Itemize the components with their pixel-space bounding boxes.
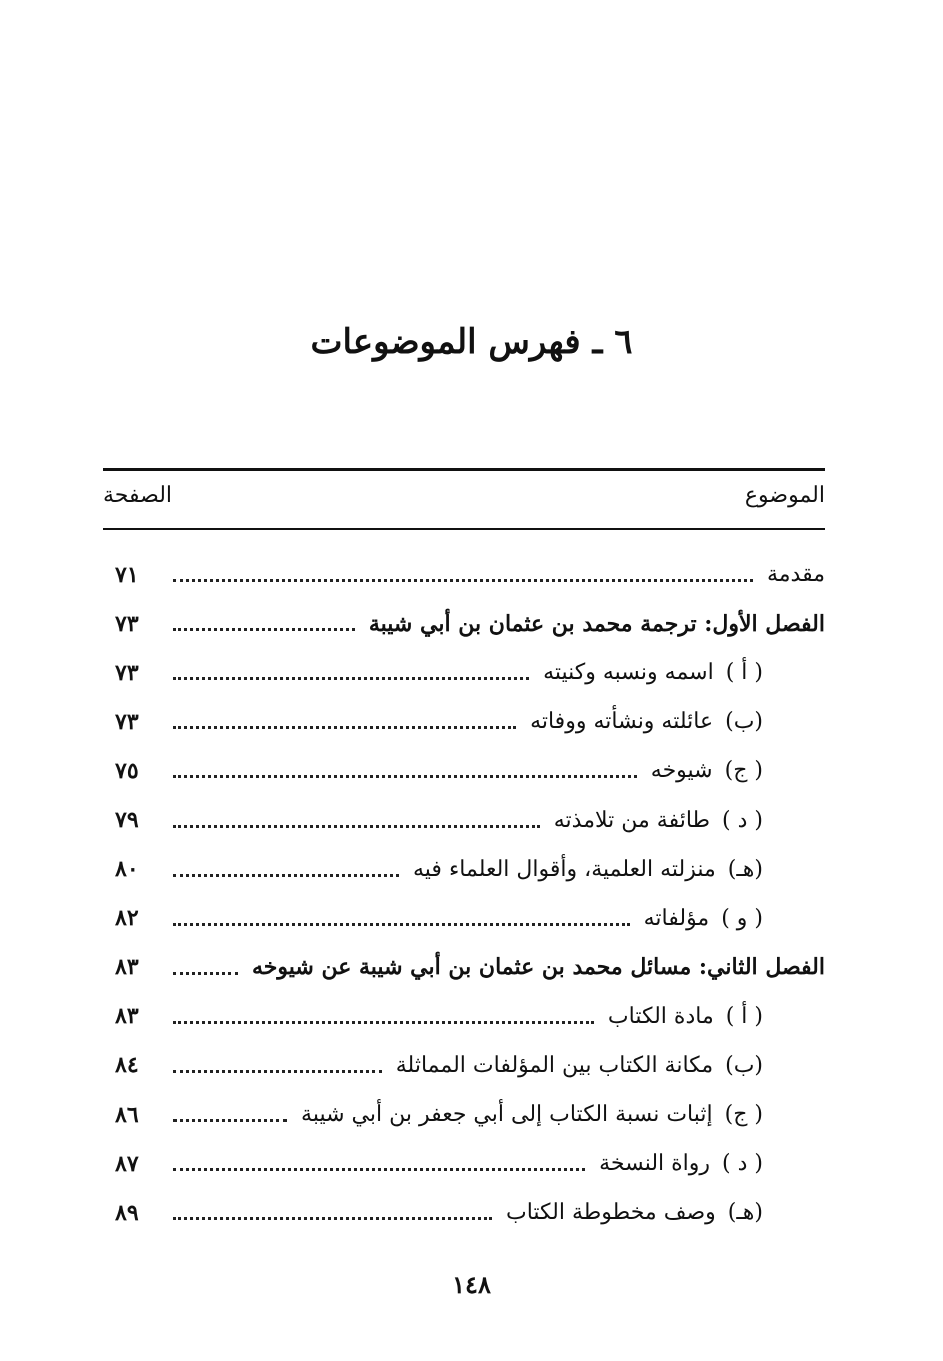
toc-entry bbox=[115, 1188, 825, 1237]
toc-entry-introduction bbox=[115, 550, 825, 599]
dot-leader bbox=[173, 874, 399, 877]
toc-page-number: ٨٩ bbox=[115, 1199, 139, 1226]
toc-entry bbox=[115, 697, 825, 746]
toc-entry-title: شيوخه bbox=[650, 758, 713, 784]
toc-page-number: ٧٩ bbox=[115, 807, 139, 834]
toc-page-number: ٨٠ bbox=[115, 856, 139, 883]
dot-leader bbox=[173, 677, 529, 680]
toc-entry-marker: ( و ) bbox=[721, 905, 763, 931]
toc-entry bbox=[115, 1090, 825, 1139]
dot-leader bbox=[173, 628, 355, 631]
header-bottom-rule bbox=[103, 528, 825, 530]
toc-entry-title: وصف مخطوطة الكتاب bbox=[505, 1200, 716, 1226]
toc-entry-marker: ( د ) bbox=[722, 1151, 763, 1177]
toc-entry-marker: ( ج) bbox=[724, 758, 763, 784]
dot-leader bbox=[173, 579, 753, 582]
toc-entry-title: عائلته ونشأته ووفاته bbox=[530, 709, 714, 735]
toc-list bbox=[115, 550, 825, 1237]
toc-entry-title: مكانة الكتاب بين المؤلفات المماثلة bbox=[395, 1052, 714, 1078]
dot-leader bbox=[173, 1070, 382, 1073]
dot-leader bbox=[173, 923, 630, 926]
dot-leader bbox=[173, 1119, 287, 1122]
toc-entry-title: رواة النسخة bbox=[599, 1151, 711, 1177]
toc-entry bbox=[115, 1041, 825, 1090]
toc-page-number: ٧٣ bbox=[115, 659, 139, 686]
toc-entry-title: الفصل الثاني: مسائل محمد بن عثمان بن أبي شيبة عن شيوخه bbox=[251, 954, 825, 981]
toc-page-number: ٧١ bbox=[115, 561, 139, 588]
dot-leader bbox=[173, 775, 637, 778]
dot-leader bbox=[173, 726, 516, 729]
page-folio-number: ١٤٨ bbox=[452, 1270, 491, 1299]
toc-entry-title: طائفة من تلامذته bbox=[553, 807, 711, 833]
toc-page-number: ٨٧ bbox=[115, 1150, 139, 1177]
toc-entry-title: مقدمة bbox=[766, 562, 825, 588]
toc-entry bbox=[115, 795, 825, 844]
toc-page-number: ٧٥ bbox=[115, 757, 139, 784]
toc-entry bbox=[115, 894, 825, 943]
toc-entry-marker: ( د ) bbox=[722, 807, 763, 833]
toc-entry bbox=[115, 1139, 825, 1188]
page-column-header: الصفحة bbox=[103, 483, 173, 508]
toc-page-number: ٨٣ bbox=[115, 1003, 139, 1030]
header-top-rule bbox=[103, 468, 825, 471]
page-title: ٦ ـ فهرس الموضوعات bbox=[310, 322, 633, 362]
toc-entry-marker: (هـ) bbox=[727, 856, 763, 882]
toc-entry-title: إثبات نسبة الكتاب إلى أبي جعفر بن أبي شيبة bbox=[301, 1102, 713, 1128]
toc-entry-title: مادة الكتاب bbox=[607, 1003, 714, 1029]
dot-leader bbox=[173, 972, 238, 975]
toc-entry-title: اسمه ونسبه وكنيته bbox=[543, 660, 714, 686]
dot-leader bbox=[173, 1021, 594, 1024]
toc-entry-marker: (ب) bbox=[725, 709, 763, 735]
toc-entry-title: منزلته العلمية، وأقوال العلماء فيه bbox=[413, 856, 716, 882]
topic-column-header: الموضوع bbox=[744, 483, 825, 508]
toc-entry bbox=[115, 992, 825, 1041]
toc-entry-chapter-1 bbox=[115, 599, 825, 648]
toc-entry bbox=[115, 648, 825, 697]
toc-entry bbox=[115, 746, 825, 795]
toc-entry-marker: (هـ) bbox=[727, 1200, 763, 1226]
toc-page-number: ٨٦ bbox=[115, 1101, 139, 1128]
toc-entry-chapter-2 bbox=[115, 943, 825, 992]
toc-page-number: ٧٣ bbox=[115, 610, 139, 637]
dot-leader bbox=[173, 825, 540, 828]
toc-page-number: ٨٤ bbox=[115, 1052, 139, 1079]
toc-page-number: ٨٢ bbox=[115, 905, 139, 932]
toc-entry-marker: ( أ ) bbox=[725, 1003, 763, 1029]
toc-entry bbox=[115, 845, 825, 894]
toc-entry-title: مؤلفاته bbox=[643, 905, 710, 931]
toc-page-number: ٨٣ bbox=[115, 954, 139, 981]
toc-page-number: ٧٣ bbox=[115, 708, 139, 735]
dot-leader bbox=[173, 1217, 492, 1220]
toc-entry-title: الفصل الأول: ترجمة محمد بن عثمان بن أبي شيبة bbox=[368, 610, 825, 637]
dot-leader bbox=[173, 1168, 585, 1171]
toc-entry-marker: ( ج) bbox=[724, 1102, 763, 1128]
toc-entry-marker: (ب) bbox=[725, 1052, 763, 1078]
toc-entry-marker: ( أ ) bbox=[725, 660, 763, 686]
